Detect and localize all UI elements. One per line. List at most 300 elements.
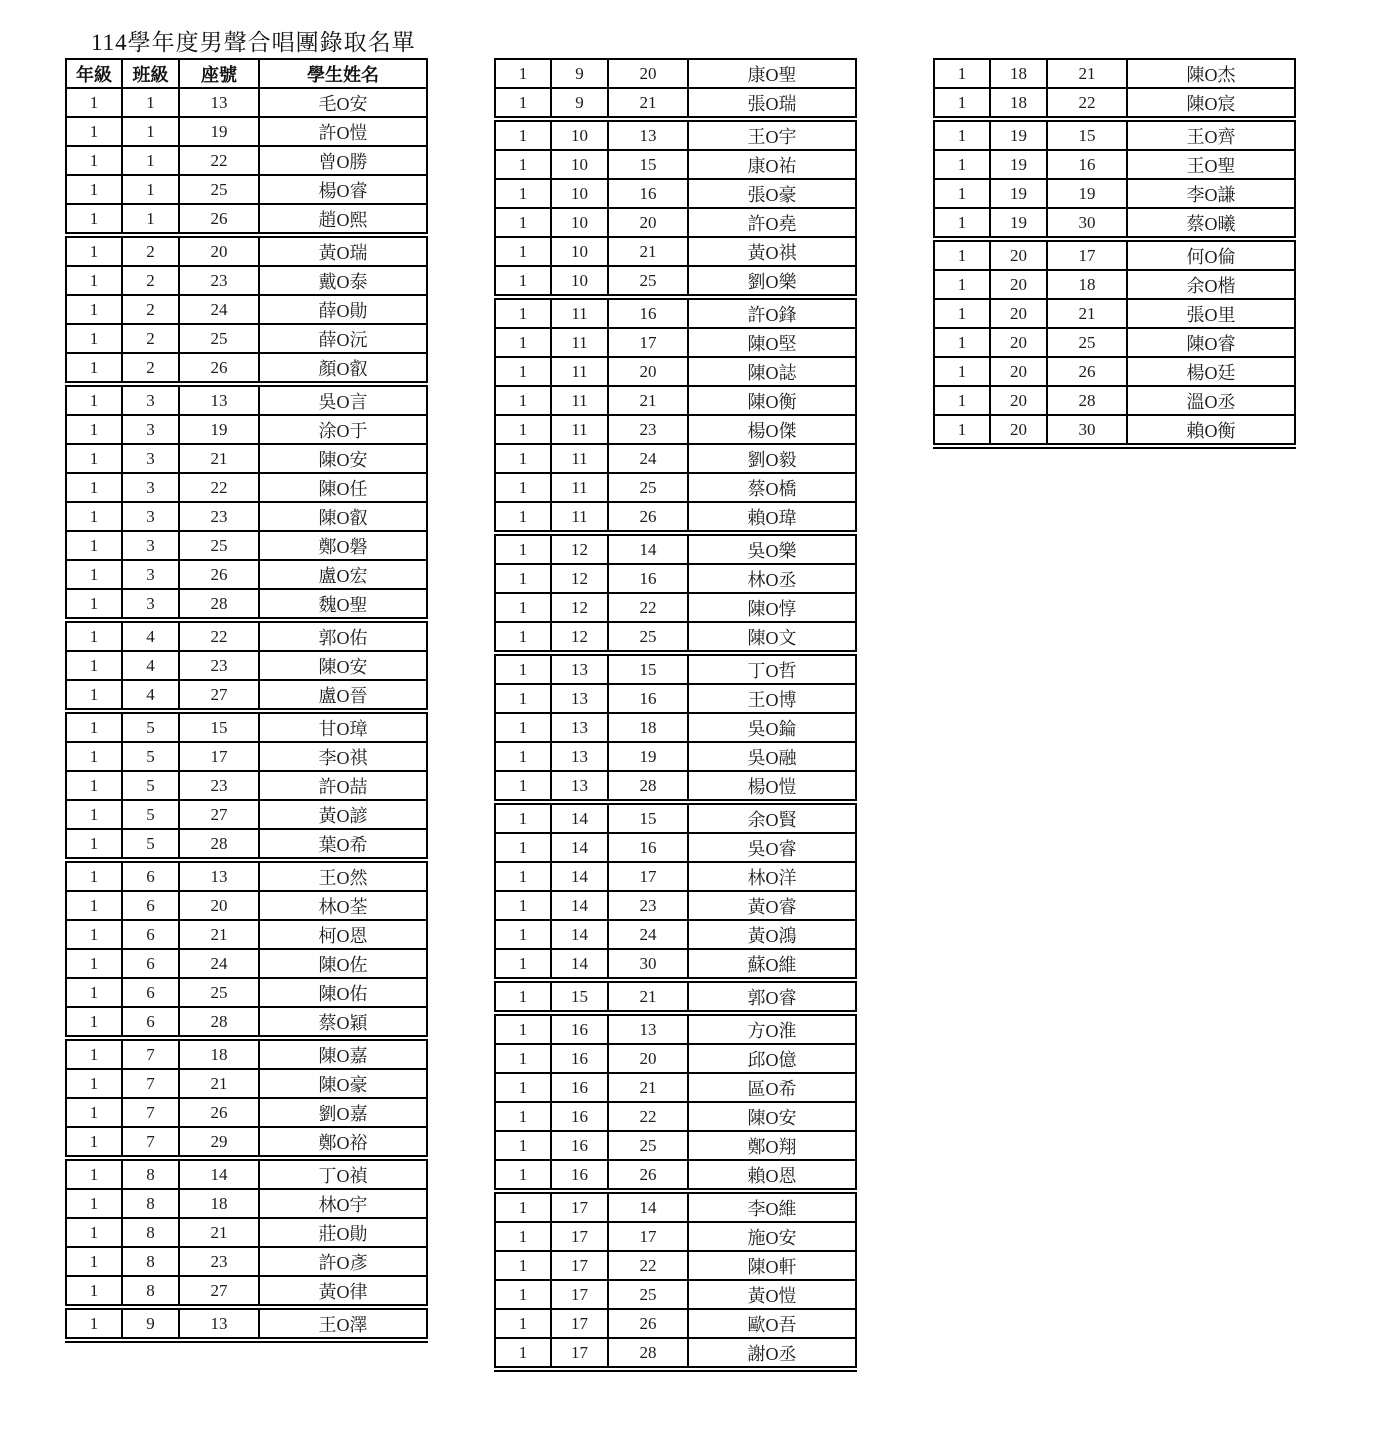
- cell-seat: 25: [608, 266, 688, 297]
- cell-name: 何O倫: [1127, 239, 1295, 270]
- table-row: [66, 1218, 427, 1247]
- table-row: [66, 742, 427, 771]
- cell-class: 20: [990, 357, 1047, 386]
- cell-grade: 1: [934, 328, 990, 357]
- table-row: [495, 980, 856, 1013]
- cell-name: 林O荃: [259, 891, 427, 920]
- table-row: [495, 328, 856, 357]
- cell-grade: 1: [934, 239, 990, 270]
- cell-seat: 30: [608, 949, 688, 980]
- cell-grade: 1: [495, 444, 551, 473]
- cell-class: 10: [551, 119, 608, 150]
- cell-class: 14: [551, 833, 608, 862]
- cell-grade: 1: [495, 1280, 551, 1309]
- cell-seat: 18: [179, 1189, 259, 1218]
- cell-grade: 1: [66, 891, 122, 920]
- cell-seat: 18: [608, 713, 688, 742]
- table-row: [495, 59, 856, 88]
- col-header-class: 班級: [122, 59, 179, 88]
- cell-seat: 17: [608, 328, 688, 357]
- cell-grade: 1: [934, 299, 990, 328]
- cell-grade: 1: [934, 150, 990, 179]
- cell-class: 2: [122, 235, 179, 266]
- cell-grade: 1: [495, 713, 551, 742]
- cell-grade: 1: [66, 742, 122, 771]
- cell-class: 3: [122, 502, 179, 531]
- cell-class: 17: [551, 1338, 608, 1369]
- table-row: [66, 560, 427, 589]
- cell-grade: 1: [66, 531, 122, 560]
- cell-grade: 1: [495, 833, 551, 862]
- cell-seat: 13: [179, 860, 259, 891]
- cell-class: 11: [551, 473, 608, 502]
- cell-name: 黃O諺: [259, 800, 427, 829]
- cell-grade: 1: [66, 949, 122, 978]
- cell-seat: 27: [179, 1276, 259, 1307]
- cell-seat: 26: [608, 502, 688, 533]
- cell-grade: 1: [934, 415, 990, 446]
- cell-class: 9: [122, 1307, 179, 1340]
- table-row: [66, 620, 427, 651]
- table-row: [495, 742, 856, 771]
- table-row: [495, 179, 856, 208]
- table-row: [66, 324, 427, 353]
- col-header-grade: 年級: [66, 59, 122, 88]
- cell-seat: 23: [179, 502, 259, 531]
- cell-grade: 1: [66, 1127, 122, 1158]
- cell-grade: 1: [66, 829, 122, 860]
- cell-grade: 1: [66, 800, 122, 829]
- table-row: [66, 88, 427, 117]
- cell-name: 陳O文: [688, 622, 856, 653]
- cell-grade: 1: [66, 1158, 122, 1189]
- cell-class: 16: [551, 1102, 608, 1131]
- cell-name: 楊O廷: [1127, 357, 1295, 386]
- cell-name: 毛O安: [259, 88, 427, 117]
- cell-class: 15: [551, 980, 608, 1013]
- cell-grade: 1: [495, 1073, 551, 1102]
- cell-grade: 1: [66, 1007, 122, 1038]
- cell-class: 2: [122, 295, 179, 324]
- cell-seat: 24: [179, 949, 259, 978]
- cell-name: 吳O錀: [688, 713, 856, 742]
- cell-class: 5: [122, 800, 179, 829]
- cell-seat: 28: [179, 589, 259, 620]
- cell-name: 劉O樂: [688, 266, 856, 297]
- table-row: [495, 1160, 856, 1191]
- cell-grade: 1: [495, 150, 551, 179]
- table-row: [66, 711, 427, 742]
- table-row: [934, 59, 1295, 88]
- cell-grade: 1: [495, 179, 551, 208]
- cell-class: 19: [990, 208, 1047, 239]
- cell-class: 10: [551, 237, 608, 266]
- cell-seat: 21: [179, 1069, 259, 1098]
- table-row: [934, 208, 1295, 239]
- cell-grade: 1: [495, 862, 551, 891]
- cell-seat: 23: [179, 651, 259, 680]
- cell-seat: 24: [608, 920, 688, 949]
- cell-name: 郭O佑: [259, 620, 427, 651]
- cell-class: 1: [122, 204, 179, 235]
- cell-seat: 14: [608, 1191, 688, 1222]
- cell-class: 3: [122, 531, 179, 560]
- cell-name: 林O丞: [688, 564, 856, 593]
- cell-name: 許O鋒: [688, 297, 856, 328]
- cell-name: 李O祺: [259, 742, 427, 771]
- cell-grade: 1: [66, 589, 122, 620]
- cell-grade: 1: [66, 204, 122, 235]
- cell-seat: 30: [1047, 208, 1127, 239]
- cell-name: 張O瑞: [688, 88, 856, 119]
- cell-seat: 25: [1047, 328, 1127, 357]
- cell-class: 20: [990, 386, 1047, 415]
- cell-name: 賴O瑋: [688, 502, 856, 533]
- cell-class: 8: [122, 1276, 179, 1307]
- cell-name: 楊O睿: [259, 175, 427, 204]
- cell-name: 陳O佑: [259, 978, 427, 1007]
- cell-seat: 22: [608, 593, 688, 622]
- cell-grade: 1: [495, 1044, 551, 1073]
- cell-grade: 1: [66, 502, 122, 531]
- cell-class: 3: [122, 560, 179, 589]
- cell-class: 9: [551, 59, 608, 88]
- cell-name: 鄭O磐: [259, 531, 427, 560]
- cell-name: 莊O勛: [259, 1218, 427, 1247]
- cell-seat: 24: [179, 295, 259, 324]
- cell-seat: 28: [1047, 386, 1127, 415]
- table-row: [66, 502, 427, 531]
- cell-name: 丁O禎: [259, 1158, 427, 1189]
- cell-class: 16: [551, 1160, 608, 1191]
- cell-class: 5: [122, 829, 179, 860]
- cell-seat: 21: [1047, 299, 1127, 328]
- cell-grade: 1: [66, 1098, 122, 1127]
- table-row: [495, 119, 856, 150]
- cell-class: 17: [551, 1280, 608, 1309]
- cell-seat: 23: [179, 266, 259, 295]
- cell-class: 8: [122, 1158, 179, 1189]
- table-row: [934, 179, 1295, 208]
- cell-name: 陳O佐: [259, 949, 427, 978]
- cell-class: 3: [122, 384, 179, 415]
- cell-grade: 1: [66, 1189, 122, 1218]
- cell-name: 楊O愷: [688, 771, 856, 802]
- cell-name: 薛O沅: [259, 324, 427, 353]
- cell-name: 陳O宸: [1127, 88, 1295, 119]
- cell-name: 陳O任: [259, 473, 427, 502]
- cell-class: 4: [122, 680, 179, 711]
- cell-grade: 1: [495, 357, 551, 386]
- table-row: [66, 235, 427, 266]
- table-row: [495, 1102, 856, 1131]
- cell-grade: 1: [934, 357, 990, 386]
- cell-name: 楊O傑: [688, 415, 856, 444]
- table-row: [66, 1307, 427, 1340]
- table-row: [66, 266, 427, 295]
- table-row: [495, 266, 856, 297]
- cell-name: 吳O樂: [688, 533, 856, 564]
- cell-class: 7: [122, 1127, 179, 1158]
- table-row: [66, 1038, 427, 1069]
- cell-grade: 1: [495, 1222, 551, 1251]
- cell-name: 涂O于: [259, 415, 427, 444]
- cell-class: 4: [122, 620, 179, 651]
- table-row: [495, 1191, 856, 1222]
- cell-name: 許O喆: [259, 771, 427, 800]
- cell-class: 11: [551, 444, 608, 473]
- header-row: [66, 59, 427, 88]
- cell-seat: 26: [179, 1098, 259, 1127]
- table-row: [66, 920, 427, 949]
- cell-class: 10: [551, 179, 608, 208]
- cell-seat: 26: [179, 353, 259, 384]
- cell-seat: 29: [179, 1127, 259, 1158]
- table-row: [495, 1073, 856, 1102]
- cell-seat: 22: [608, 1102, 688, 1131]
- cell-class: 7: [122, 1069, 179, 1098]
- table-row: [495, 1044, 856, 1073]
- cell-name: 鄭O翔: [688, 1131, 856, 1160]
- cell-name: 陳O軒: [688, 1251, 856, 1280]
- cell-class: 6: [122, 949, 179, 978]
- cell-name: 林O洋: [688, 862, 856, 891]
- cell-name: 吳O融: [688, 742, 856, 771]
- cell-class: 6: [122, 920, 179, 949]
- cell-name: 施O安: [688, 1222, 856, 1251]
- cell-class: 9: [551, 88, 608, 119]
- cell-seat: 13: [608, 119, 688, 150]
- cell-seat: 26: [179, 204, 259, 235]
- cell-seat: 30: [1047, 415, 1127, 446]
- cell-grade: 1: [66, 620, 122, 651]
- table-row: [495, 386, 856, 415]
- cell-grade: 1: [495, 1013, 551, 1044]
- cell-grade: 1: [495, 59, 551, 88]
- cell-grade: 1: [495, 237, 551, 266]
- cell-name: 魏O聖: [259, 589, 427, 620]
- cell-class: 14: [551, 862, 608, 891]
- cell-seat: 13: [608, 1013, 688, 1044]
- cell-class: 6: [122, 978, 179, 1007]
- cell-class: 12: [551, 533, 608, 564]
- table-row: [495, 1251, 856, 1280]
- cell-class: 13: [551, 742, 608, 771]
- cell-seat: 23: [179, 771, 259, 800]
- cell-seat: 28: [608, 1338, 688, 1369]
- cell-name: 康O祐: [688, 150, 856, 179]
- table-row: [66, 829, 427, 860]
- cell-name: 張O豪: [688, 179, 856, 208]
- cell-grade: 1: [495, 119, 551, 150]
- cell-name: 王O博: [688, 684, 856, 713]
- cell-class: 20: [990, 415, 1047, 446]
- table-row: [495, 653, 856, 684]
- cell-class: 13: [551, 653, 608, 684]
- cell-name: 陳O豪: [259, 1069, 427, 1098]
- cell-class: 11: [551, 386, 608, 415]
- cell-name: 李O維: [688, 1191, 856, 1222]
- cell-name: 陳O杰: [1127, 59, 1295, 88]
- table-row: [66, 1158, 427, 1189]
- cell-seat: 22: [1047, 88, 1127, 119]
- cell-name: 柯O恩: [259, 920, 427, 949]
- cell-grade: 1: [495, 502, 551, 533]
- cell-class: 18: [990, 88, 1047, 119]
- cell-class: 11: [551, 415, 608, 444]
- cell-seat: 18: [179, 1038, 259, 1069]
- table-row: [66, 860, 427, 891]
- cell-name: 蔡O穎: [259, 1007, 427, 1038]
- cell-grade: 1: [66, 117, 122, 146]
- cell-class: 3: [122, 415, 179, 444]
- table-row: [495, 891, 856, 920]
- cell-name: 丁O哲: [688, 653, 856, 684]
- cell-class: 1: [122, 117, 179, 146]
- cell-name: 黃O律: [259, 1276, 427, 1307]
- cell-seat: 28: [608, 771, 688, 802]
- cell-name: 蘇O維: [688, 949, 856, 980]
- cell-seat: 25: [608, 622, 688, 653]
- roster-table-right: [933, 58, 1296, 449]
- cell-name: 黃O祺: [688, 237, 856, 266]
- cell-class: 1: [122, 175, 179, 204]
- cell-seat: 23: [608, 891, 688, 920]
- cell-grade: 1: [934, 88, 990, 119]
- cell-name: 余O楷: [1127, 270, 1295, 299]
- cell-name: 黃O瑞: [259, 235, 427, 266]
- table-row: [934, 299, 1295, 328]
- table-row: [495, 1280, 856, 1309]
- cell-seat: 20: [179, 891, 259, 920]
- cell-grade: 1: [66, 1247, 122, 1276]
- cell-name: 盧O晉: [259, 680, 427, 711]
- cell-grade: 1: [66, 175, 122, 204]
- table-row: [495, 713, 856, 742]
- cell-class: 20: [990, 270, 1047, 299]
- cell-class: 8: [122, 1218, 179, 1247]
- cell-class: 19: [990, 150, 1047, 179]
- cell-class: 16: [551, 1073, 608, 1102]
- cell-name: 劉O嘉: [259, 1098, 427, 1127]
- cell-seat: 25: [608, 473, 688, 502]
- cell-seat: 17: [608, 1222, 688, 1251]
- table-row: [495, 502, 856, 533]
- cell-grade: 1: [495, 88, 551, 119]
- cell-grade: 1: [495, 771, 551, 802]
- table-row: [495, 297, 856, 328]
- cell-seat: 15: [608, 150, 688, 179]
- table-row: [66, 117, 427, 146]
- cell-name: 陳O叡: [259, 502, 427, 531]
- table-row: [495, 88, 856, 119]
- table-row: [66, 800, 427, 829]
- cell-class: 17: [551, 1222, 608, 1251]
- table-row: [66, 175, 427, 204]
- cell-seat: 21: [608, 1073, 688, 1102]
- table-row: [495, 1222, 856, 1251]
- cell-name: 薛O勛: [259, 295, 427, 324]
- table-row: [495, 237, 856, 266]
- cell-class: 11: [551, 297, 608, 328]
- cell-name: 王O齊: [1127, 119, 1295, 150]
- cell-grade: 1: [495, 1191, 551, 1222]
- table-row: [495, 150, 856, 179]
- cell-seat: 16: [608, 833, 688, 862]
- cell-grade: 1: [66, 1218, 122, 1247]
- cell-seat: 19: [1047, 179, 1127, 208]
- cell-name: 邱O億: [688, 1044, 856, 1073]
- cell-seat: 28: [179, 1007, 259, 1038]
- cell-seat: 15: [1047, 119, 1127, 150]
- cell-name: 吳O睿: [688, 833, 856, 862]
- cell-grade: 1: [66, 235, 122, 266]
- cell-name: 鄭O裕: [259, 1127, 427, 1158]
- cell-seat: 20: [608, 1044, 688, 1073]
- cell-name: 蔡O橋: [688, 473, 856, 502]
- cell-name: 賴O衡: [1127, 415, 1295, 446]
- cell-name: 方O淮: [688, 1013, 856, 1044]
- cell-seat: 24: [608, 444, 688, 473]
- cell-seat: 15: [179, 711, 259, 742]
- cell-class: 14: [551, 920, 608, 949]
- cell-class: 10: [551, 150, 608, 179]
- cell-grade: 1: [66, 444, 122, 473]
- cell-grade: 1: [66, 920, 122, 949]
- cell-name: 王O聖: [1127, 150, 1295, 179]
- col-header-seat: 座號: [179, 59, 259, 88]
- table-row: [934, 150, 1295, 179]
- cell-name: 王O然: [259, 860, 427, 891]
- cell-grade: 1: [66, 978, 122, 1007]
- cell-seat: 13: [179, 384, 259, 415]
- cell-seat: 15: [608, 802, 688, 833]
- cell-class: 1: [122, 88, 179, 117]
- cell-name: 李O謙: [1127, 179, 1295, 208]
- cell-grade: 1: [934, 386, 990, 415]
- cell-grade: 1: [495, 386, 551, 415]
- cell-class: 6: [122, 860, 179, 891]
- cell-seat: 25: [179, 531, 259, 560]
- cell-grade: 1: [495, 266, 551, 297]
- cell-grade: 1: [495, 920, 551, 949]
- cell-name: 許O堯: [688, 208, 856, 237]
- cell-class: 5: [122, 742, 179, 771]
- cell-name: 趙O熙: [259, 204, 427, 235]
- cell-grade: 1: [66, 1276, 122, 1307]
- cell-name: 陳O惇: [688, 593, 856, 622]
- cell-seat: 23: [179, 1247, 259, 1276]
- table-row: [495, 802, 856, 833]
- cell-class: 16: [551, 1131, 608, 1160]
- cell-class: 1: [122, 146, 179, 175]
- cell-grade: 1: [934, 119, 990, 150]
- table-row: [934, 328, 1295, 357]
- cell-name: 區O希: [688, 1073, 856, 1102]
- table-row: [495, 1131, 856, 1160]
- table-row: [66, 444, 427, 473]
- cell-class: 8: [122, 1247, 179, 1276]
- table-row: [66, 1276, 427, 1307]
- cell-seat: 17: [179, 742, 259, 771]
- cell-grade: 1: [66, 146, 122, 175]
- cell-grade: 1: [495, 564, 551, 593]
- cell-seat: 22: [179, 146, 259, 175]
- cell-name: 許O愷: [259, 117, 427, 146]
- cell-seat: 26: [1047, 357, 1127, 386]
- cell-name: 盧O宏: [259, 560, 427, 589]
- cell-class: 6: [122, 891, 179, 920]
